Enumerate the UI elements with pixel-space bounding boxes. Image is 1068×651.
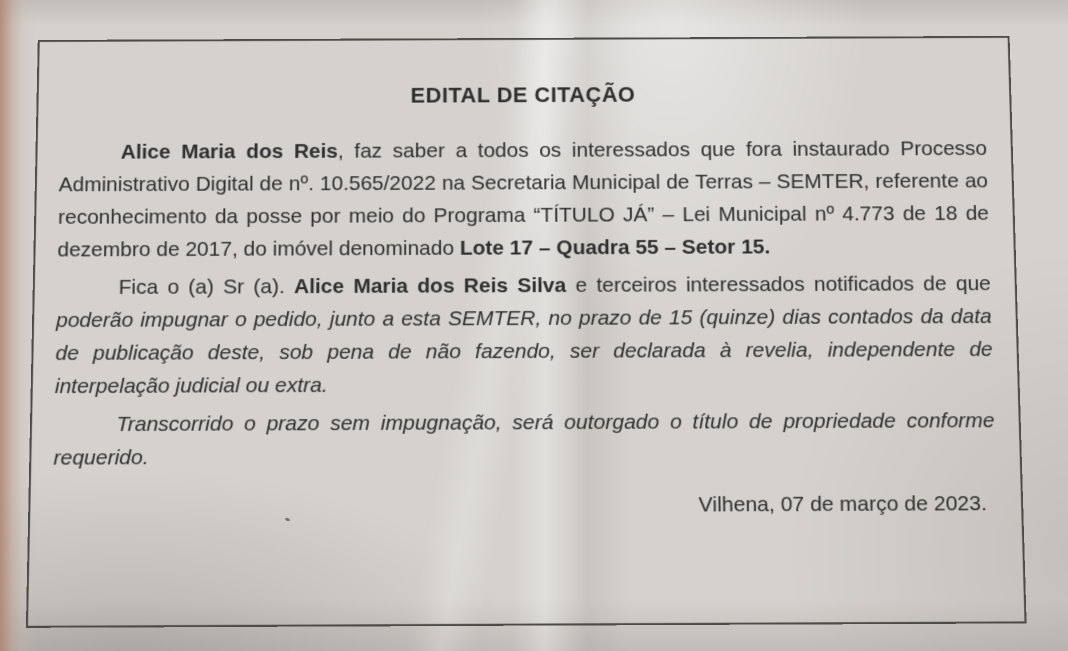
notice-border-box	[26, 36, 1027, 628]
paragraph-process	[57, 132, 990, 266]
notification-lead: Fica o (a) Sr (a).	[118, 275, 295, 299]
paragraph-notification	[55, 267, 994, 403]
notified-name: Alice Maria dos Reis Silva	[293, 274, 567, 299]
notification-mid: e terceiros interessados notificados de que	[566, 272, 992, 297]
notice-title: EDITAL DE CITAÇÃO	[410, 82, 636, 108]
deadline-text: Transcorrido o prazo sem impugnação, será outorgado o título de propriedade conforme requerido.	[53, 409, 995, 470]
paragraph-deadline	[53, 404, 996, 475]
paragraph-process-text: , faz saber a todos os interessados que fora instaurado Processo Administrativo Digital de nº. 10.565/2022 na Secretaria Municipal de Terras – SEMTER, referente ao reconhecimento da posse por meio do Programa “TÍTULO JÁ” – Lei Municipal nº 4.773 de 18 de dezembro de 2017, do imóvel denominado	[57, 137, 990, 262]
property-designation: Lote 17 – Quadra 55 – Setor 15.	[459, 235, 771, 260]
dateline: Vilhena, 07 de março de 2023.	[698, 491, 988, 517]
petitioner-name: Alice Maria dos Reis	[120, 140, 338, 164]
notification-terms: poderão impugnar o pedido, junto a esta SEMTER, no prazo de 15 (quinze) dias contados da data de publicação deste, sob pena de não fazendo, ser declarada à revelia, independente de interpelação judicial ou extra.	[54, 305, 993, 399]
